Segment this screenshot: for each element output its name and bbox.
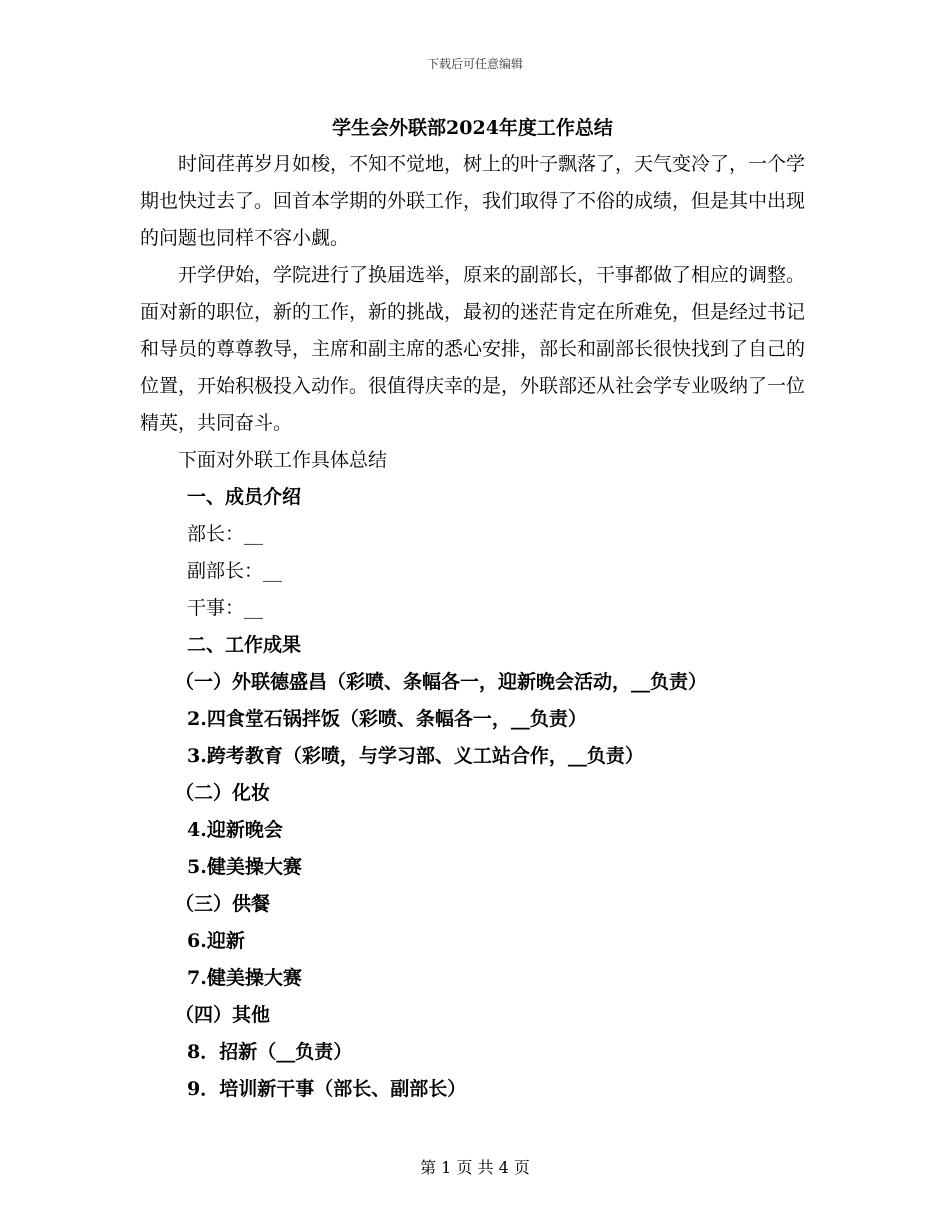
result-item: （一）外联德盛昌（彩喷、条幅各一，迎新晚会活动，__负责） xyxy=(175,671,708,693)
document-body xyxy=(140,110,805,1108)
member-minister: 部长：__ xyxy=(187,523,264,545)
paragraph-summary-lead: 下面对外联工作具体总结 xyxy=(178,449,388,471)
result-item: 6.迎新 xyxy=(187,930,245,952)
result-item: 2.四食堂石锅拌饭（彩喷、条幅各一，__负责） xyxy=(187,708,587,730)
result-subheading: （四）其他 xyxy=(175,1004,271,1026)
result-item: 8．招新（__负责） xyxy=(187,1041,353,1063)
member-vice-minister: 副部长：__ xyxy=(187,560,283,582)
result-item: 7.健美操大赛 xyxy=(187,967,302,989)
result-subheading: （二）化妆 xyxy=(175,782,271,804)
result-subheading: （三）供餐 xyxy=(175,893,271,915)
result-item: 4.迎新晚会 xyxy=(187,819,283,841)
result-item: 9．培训新干事（部长、副部长） xyxy=(187,1078,467,1100)
section-heading-members: 一、成员介绍 xyxy=(187,486,302,508)
result-item: 3.跨考教育（彩喷，与学习部、义工站合作，__负责） xyxy=(187,745,644,767)
result-item: 5.健美操大赛 xyxy=(187,856,302,878)
section-heading-results: 二、工作成果 xyxy=(187,634,302,656)
header-note: 下载后可任意编辑 xyxy=(426,57,523,71)
paragraph-background: 开学伊始，学院进行了换届选举，原来的副部长，干事都做了相应的调整。面对新的职位，新的工作，新的挑战，最初的迷茫肯定在所难免，但是经过书记和导员的尊尊教导，主席和副主席的悉心安排，部长和副部长很快找到了自己的位置，开始积极投入动作。很值得庆幸的是，外联部还从社会学专业吸纳了一位精英，共同奋斗。 xyxy=(140,264,806,434)
paragraph-intro: 时间荏苒岁月如梭，不知不觉地，树上的叶子飘落了，天气变冷了，一个学期也快过去了。回首本学期的外联工作，我们取得了不俗的成绩，但是其中出现的问题也同样不容小觑。 xyxy=(140,153,806,249)
member-staff: 干事：__ xyxy=(187,597,264,619)
page-footer: 第 1 页 共 4 页 xyxy=(420,1158,530,1177)
document-title: 学生会外联部2024年度工作总结 xyxy=(332,117,613,139)
